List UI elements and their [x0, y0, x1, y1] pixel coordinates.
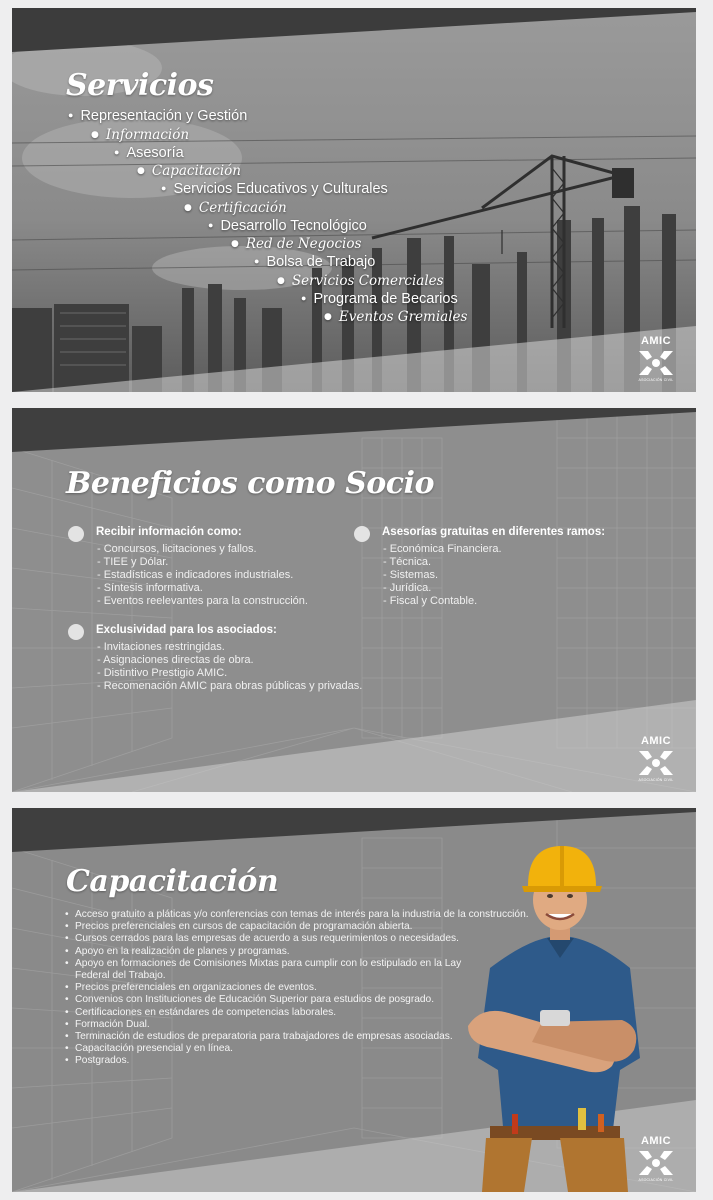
- list-item: - Asignaciones directas de obra.: [97, 654, 254, 666]
- list-item: ● Servicios Comerciales: [277, 273, 444, 289]
- logo-subtitle: ASOCIACIÓN CIVIL: [638, 1178, 674, 1182]
- list-item: - Técnica.: [383, 556, 432, 568]
- slide-servicios: [12, 8, 696, 392]
- list-item: - Estadísticas e indicadores industriales.: [97, 569, 294, 581]
- list-item: - Recomenación AMIC para obras públicas y privadas.: [97, 680, 363, 692]
- list-item: - TIEE y Dólar.: [97, 556, 169, 568]
- list-item: ● Eventos Gremiales: [324, 309, 467, 325]
- group-list: [383, 543, 502, 608]
- list-item: - Económica Financiera.: [383, 543, 502, 555]
- bullet-icon: [68, 526, 84, 542]
- logo-subtitle: ASOCIACIÓN CIVIL: [638, 378, 674, 382]
- slide-title: Capacitación: [66, 864, 279, 899]
- group-heading: Asesorías gratuitas en diferentes ramos:: [382, 526, 606, 538]
- group-heading: Recibir información como:: [96, 526, 242, 538]
- training-list: [64, 909, 534, 1068]
- list-item: - Eventos reelevantes para la construcción.: [97, 595, 308, 607]
- list-item: - Fiscal y Contable.: [383, 595, 478, 607]
- construction-skyline-background: [12, 8, 696, 392]
- list-item: • Apoyo en la realización de planes y programas.: [64, 946, 534, 958]
- group-list: [97, 543, 308, 608]
- list-item: • Terminación de estudios de preparatoria para trabajadores de empresas asociadas.: [64, 1031, 453, 1043]
- list-item: - Jurídica.: [383, 582, 432, 594]
- list-item: ● Capacitación: [137, 163, 241, 179]
- list-item: • Certificaciones en estándares de competencias laborales.: [64, 1007, 534, 1019]
- list-item: ● Bolsa de Trabajo: [254, 254, 375, 270]
- amic-logo: [636, 735, 676, 782]
- list-item: ● Desarrollo Tecnológico: [208, 218, 367, 234]
- list-item: ● Asesoría: [114, 145, 184, 161]
- amic-emblem-icon: [639, 749, 673, 777]
- bullet-icon: [68, 624, 84, 640]
- logo-word: AMIC: [640, 735, 672, 747]
- logo-word: AMIC: [640, 1135, 672, 1147]
- group-heading: Exclusividad para los asociados:: [96, 624, 277, 636]
- list-item: ● Programa de Becarios: [301, 291, 458, 307]
- slide-beneficios: [12, 408, 696, 792]
- list-item: - Concursos, licitaciones y fallos.: [97, 543, 257, 555]
- list-item: • Postgrados.: [64, 1055, 534, 1067]
- list-item: ● Certificación: [184, 200, 287, 216]
- list-item: • Formación Dual.: [64, 1019, 534, 1031]
- amic-logo: [636, 1135, 676, 1182]
- amic-logo: [636, 335, 676, 382]
- list-item: ● Red de Negocios: [231, 236, 361, 252]
- slide-title: Servicios: [66, 68, 214, 103]
- list-item: ● Representación y Gestión: [68, 108, 247, 124]
- amic-emblem-icon: [639, 1149, 673, 1177]
- amic-emblem-icon: [639, 349, 673, 377]
- list-item: - Sistemas.: [383, 569, 439, 581]
- bullet-icon: [354, 526, 370, 542]
- list-item: - Distintivo Prestigio AMIC.: [97, 667, 228, 679]
- slide-capacitacion: [12, 808, 696, 1192]
- list-item: • Acceso gratuito a pláticas y/o conferencias con temas de interés para la industria de la construcción.: [64, 909, 534, 921]
- group-list: [97, 641, 362, 693]
- logo-word: AMIC: [640, 335, 672, 347]
- list-item: • Precios preferenciales en organizaciones de eventos.: [64, 982, 534, 994]
- list-item: - Síntesis informativa.: [97, 582, 203, 594]
- list-item: • Capacitación presencial y en línea.: [64, 1043, 534, 1055]
- list-item: • Cursos cerrados para las empresas de acuerdo a sus requerimientos o necesidades.: [64, 933, 534, 945]
- list-item: ● Información: [91, 127, 189, 143]
- list-item: • Convenios con Instituciones de Educación Superior para estudios de posgrado.: [64, 994, 435, 1006]
- list-item: - Invitaciones restringidas.: [97, 641, 225, 653]
- slide-title: Beneficios como Socio: [66, 466, 434, 501]
- list-item: ● Servicios Educativos y Culturales: [161, 181, 388, 197]
- logo-subtitle: ASOCIACIÓN CIVIL: [638, 778, 674, 782]
- list-item: • Precios preferenciales en cursos de capacitación de programación abierta.: [64, 921, 534, 933]
- list-item: • Apoyo en formaciones de Comisiones Mixtas para cumplir con lo estipulado en la Lay Federal del Trabajo.: [64, 958, 467, 982]
